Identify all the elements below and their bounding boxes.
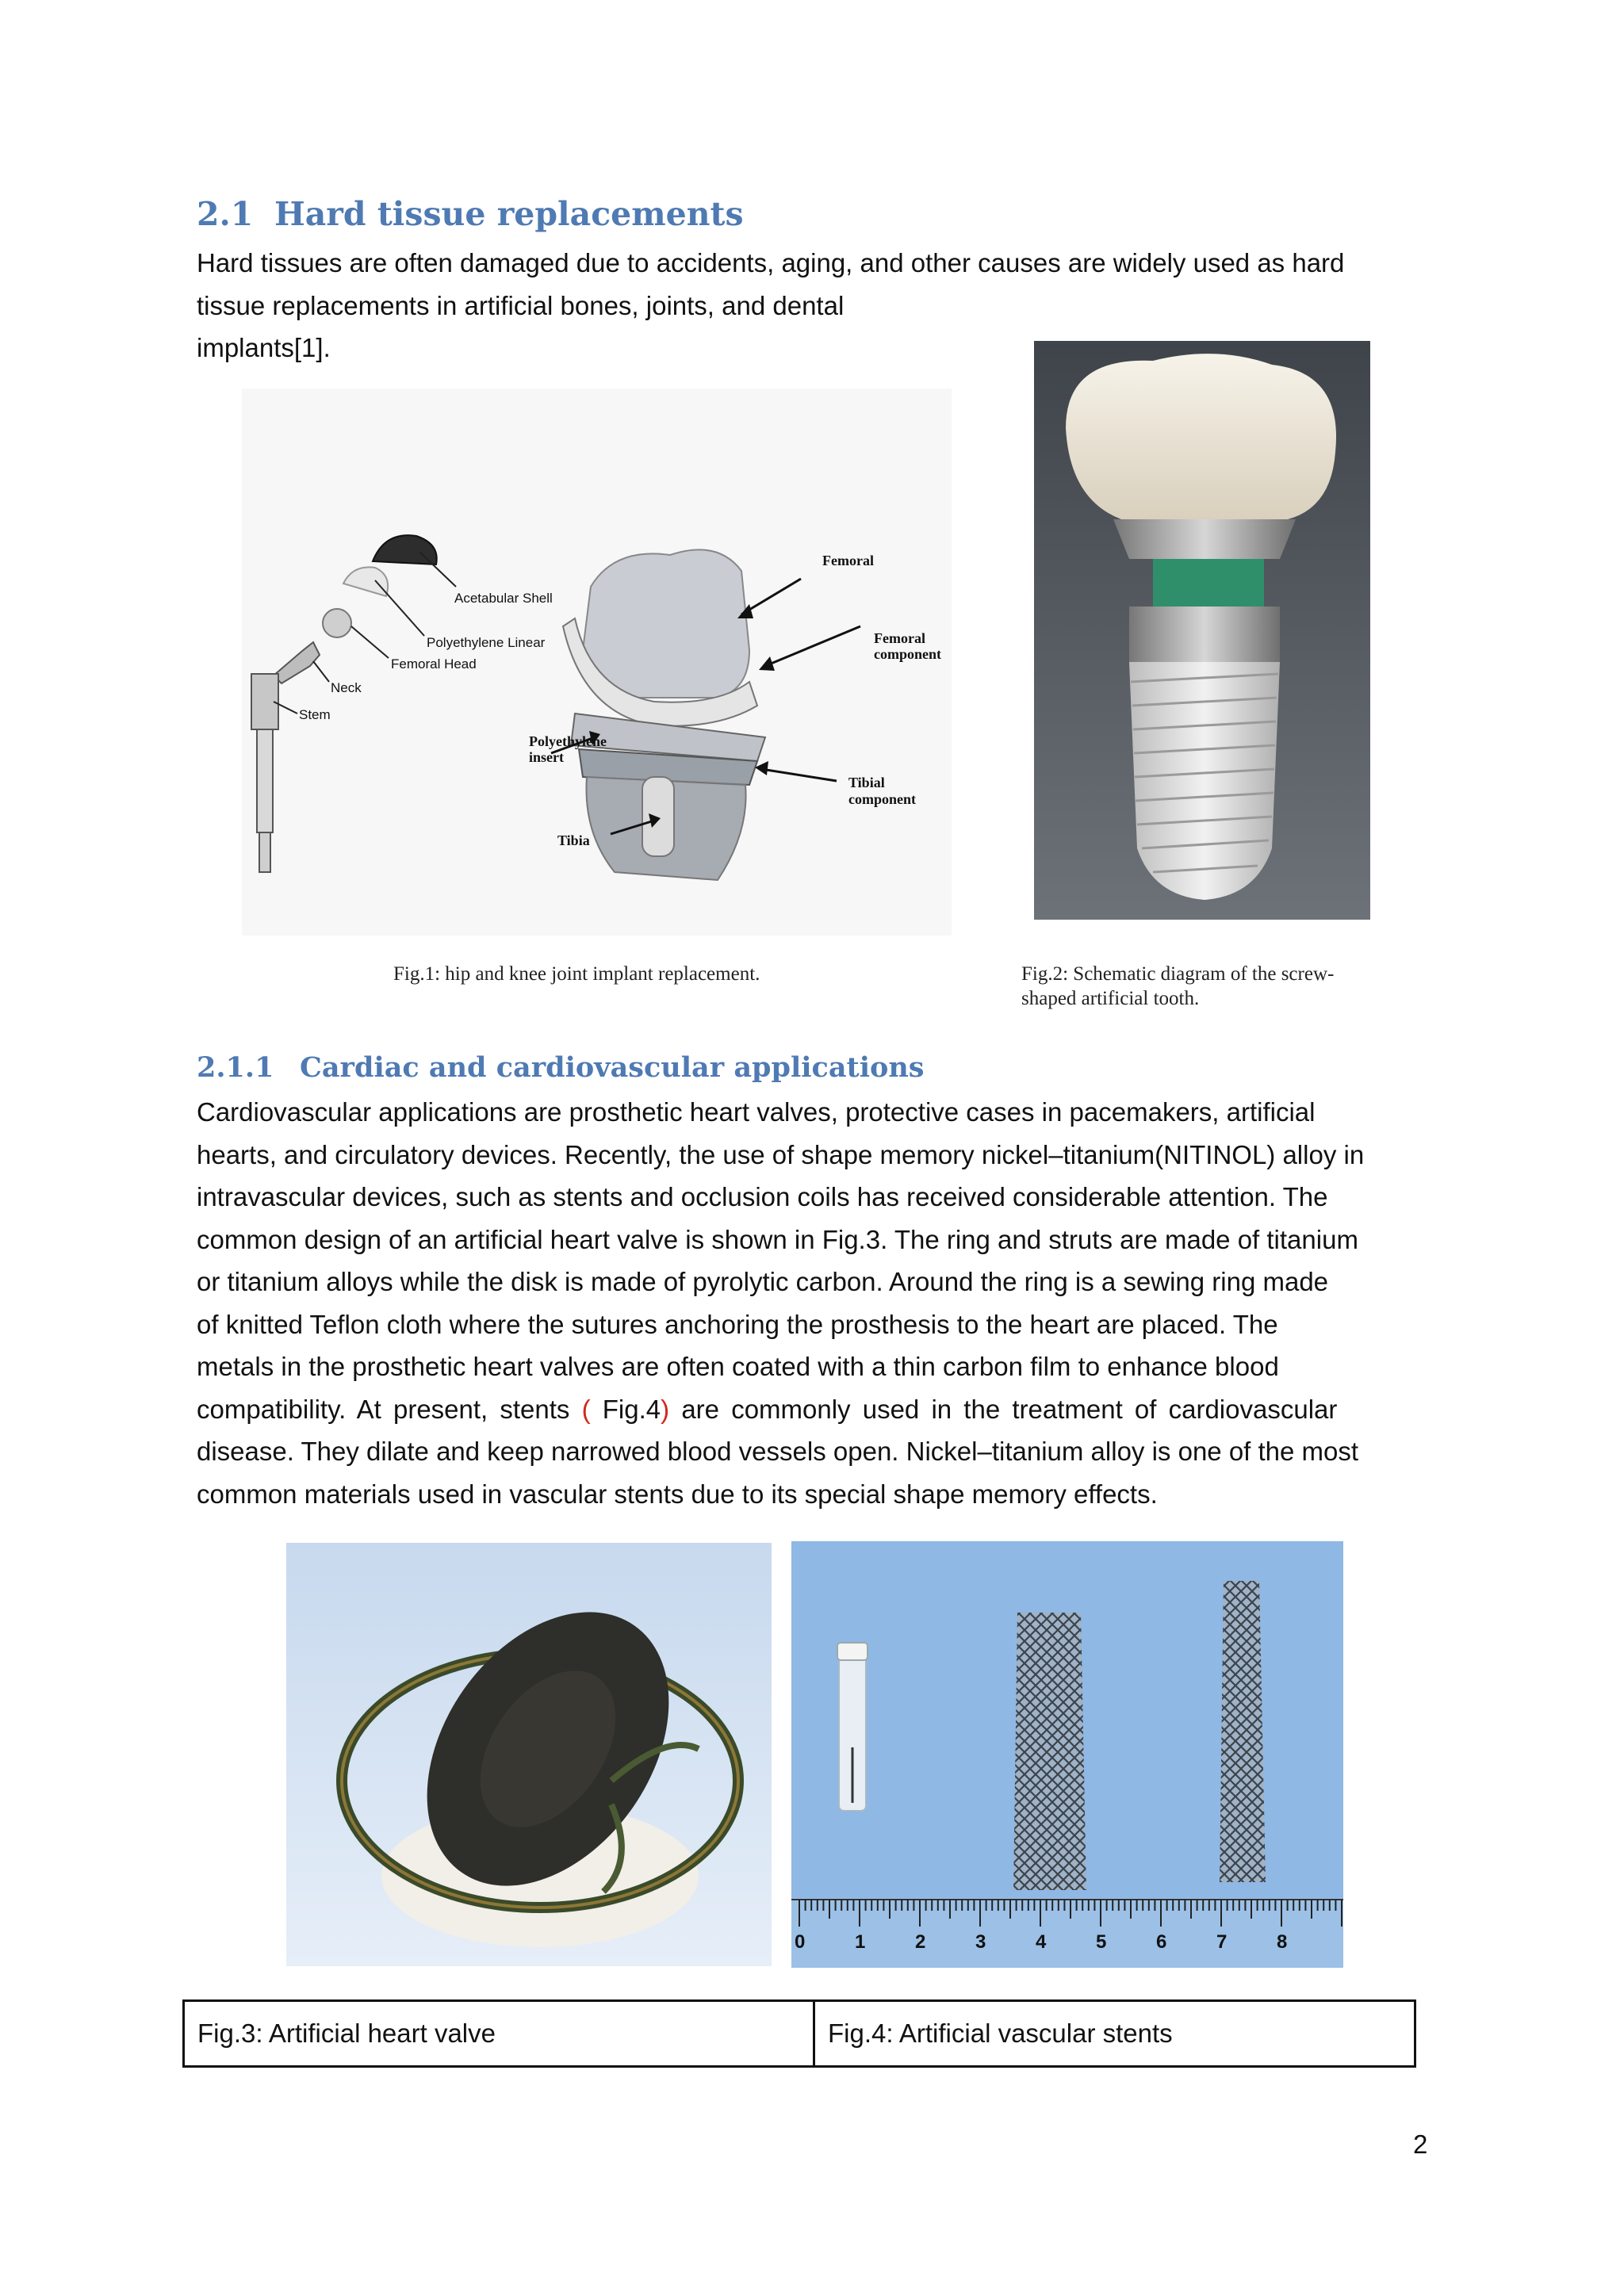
fig3-caption-cell: Fig.3: Artificial heart valve bbox=[184, 2001, 814, 2067]
fig2-tooth-photo bbox=[1034, 341, 1370, 920]
fig4-reference: Fig.4 bbox=[590, 1394, 661, 1424]
line-text: are commonly used in the treatment of cardiovascular bbox=[669, 1394, 1338, 1424]
label-tibial-component: Tibial component bbox=[848, 775, 916, 807]
fig1-diagram bbox=[242, 388, 952, 936]
label-femoral: Femoral bbox=[822, 553, 874, 568]
intro-line: implants[1]. bbox=[197, 333, 331, 362]
section-title: Hard tissue replacements bbox=[274, 195, 744, 233]
label-polyethylene-insert-line: insert bbox=[529, 749, 564, 765]
paragraph-line: Cardiovascular applications are prosthetic heart valves, protective cases in pacemakers, artificial bbox=[197, 1097, 1316, 1127]
fig1-caption: Fig.1: hip and knee joint implant replacement. bbox=[393, 963, 760, 985]
intro-line: tissue replacements in artificial bones, joints, and dental bbox=[197, 290, 845, 320]
label-femoral-component-line: Femoral bbox=[874, 630, 925, 646]
ruler-number: 8 bbox=[1277, 1931, 1288, 1953]
intro-line: Hard tissues are often damaged due to accidents, aging, and other causes are widely used as hard bbox=[197, 248, 1345, 277]
cardio-paragraph bbox=[197, 1091, 1427, 1515]
label-femoral-head: Femoral Head bbox=[391, 656, 477, 672]
subsection-heading bbox=[197, 1051, 924, 1084]
fig4-caption-cell: Fig.4: Artificial vascular stents bbox=[814, 2001, 1415, 2067]
paragraph-line: hearts, and circulatory devices. Recently, the use of shape memory nickel–titanium(NITINOL) alloy in bbox=[197, 1139, 1365, 1169]
label-tibia: Tibia bbox=[557, 832, 590, 848]
ruler-number: 3 bbox=[975, 1931, 986, 1953]
label-acetabular-shell: Acetabular Shell bbox=[454, 591, 553, 606]
ruler-number: 1 bbox=[855, 1931, 866, 1953]
paragraph-line: common design of an artificial heart valve is shown in Fig.3. The ring and struts are made of titanium bbox=[197, 1224, 1358, 1254]
line-text: compatibility. At present, stents bbox=[197, 1394, 582, 1424]
label-stem: Stem bbox=[299, 707, 331, 722]
reference-paren-close: ) bbox=[661, 1394, 670, 1424]
ruler-number: 7 bbox=[1216, 1931, 1228, 1953]
label-neck: Neck bbox=[331, 680, 362, 695]
paragraph-line: metals in the prosthetic heart valves are often coated with a thin carbon film to enhance blood bbox=[197, 1352, 1279, 1381]
paragraph-line: common materials used in vascular stents due to its special shape memory effects. bbox=[197, 1479, 1158, 1509]
label-polyethylene-insert-line: Polyethylene bbox=[529, 733, 607, 749]
paragraph-line bbox=[197, 1388, 1427, 1431]
tooth-implant-illustration bbox=[1034, 341, 1370, 920]
ruler-number: 2 bbox=[915, 1931, 926, 1953]
subsection-title: Cardiac and cardiovascular applications bbox=[300, 1051, 925, 1084]
subsection-number: 2.1.1 bbox=[197, 1051, 274, 1084]
reference-paren-open: ( bbox=[581, 1394, 591, 1424]
stents-illustration bbox=[791, 1541, 1343, 1968]
hip-knee-illustration bbox=[242, 388, 952, 936]
heart-valve-illustration bbox=[286, 1543, 772, 1966]
fig4-stents-photo bbox=[791, 1541, 1343, 1968]
label-polyethylene-insert bbox=[529, 733, 607, 765]
label-femoral-component-line: component bbox=[874, 646, 941, 662]
fig2-caption-line: Fig.2: Schematic diagram of the screw- bbox=[1021, 963, 1335, 985]
ruler-number: 4 bbox=[1036, 1931, 1047, 1953]
paragraph-line: of knitted Teflon cloth where the sutures anchoring the prosthesis to the heart are placed. The bbox=[197, 1309, 1278, 1339]
label-femoral-component bbox=[874, 630, 941, 662]
section-number: 2.1 bbox=[197, 195, 254, 233]
figure-caption-table bbox=[182, 1999, 1416, 2068]
page-number: 2 bbox=[1413, 2130, 1428, 2159]
section-heading bbox=[197, 195, 744, 233]
ruler-number: 6 bbox=[1156, 1931, 1167, 1953]
ruler-number: 0 bbox=[795, 1931, 806, 1953]
fig2-caption bbox=[1021, 962, 1334, 1011]
paragraph-line: intravascular devices, such as stents and occlusion coils has received considerable attention. The bbox=[197, 1182, 1328, 1211]
paragraph-line: or titanium alloys while the disk is made of pyrolytic carbon. Around the ring is a sewing ring made bbox=[197, 1267, 1329, 1296]
fig2-caption-line: shaped artificial tooth. bbox=[1021, 988, 1200, 1009]
label-polyethylene-linear: Polyethylene Linear bbox=[427, 635, 546, 650]
ruler-number: 5 bbox=[1096, 1931, 1107, 1953]
fig3-heart-valve-photo bbox=[286, 1543, 772, 1966]
caption-row bbox=[184, 2001, 1415, 2067]
paragraph-line: disease. They dilate and keep narrowed blood vessels open. Nickel–titanium alloy is one of the most bbox=[197, 1437, 1359, 1466]
